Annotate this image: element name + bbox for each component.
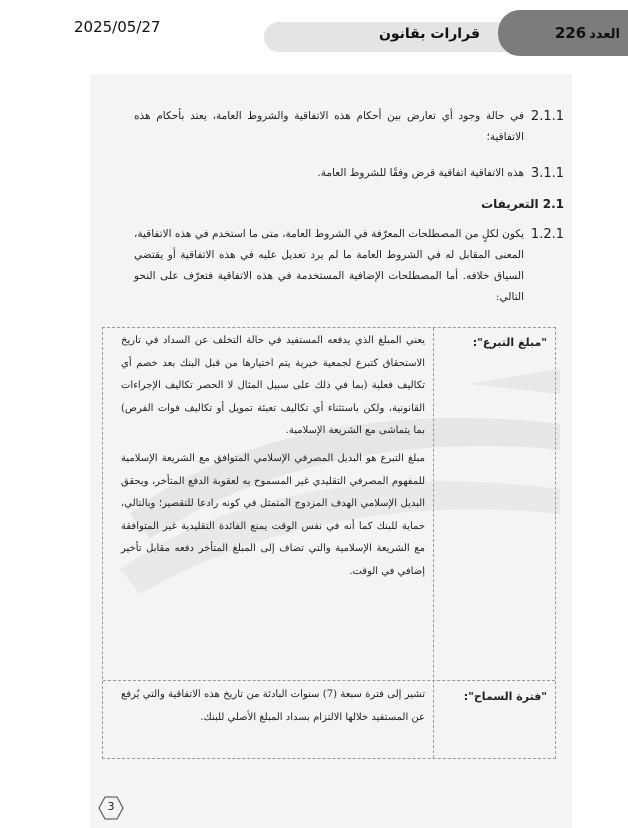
- definition-paragraph: يعني المبلغ الذي يدفعه المستفيد في حالة التخلف عن السداد في تاريخ الاستحقاق كتبرع لجمعية خيرية يتم اختيارها من قبل البنك بعد خصم أي تكاليف فعلية (بما في ذلك على سبيل المثال لا الحصر تكاليف الإجراءات القانونية، ولكن باستثناء أي تكاليف تعبئة تمويل أو تكاليف فوات الفرص) بما يتماشى مع الشريعة الإسلامية.: [121, 335, 425, 437]
- section-heading: 2.1 التعريفات: [481, 197, 564, 211]
- row-divider: [103, 680, 555, 681]
- header-issue: [555, 24, 620, 42]
- definition-donation-amount: [121, 330, 425, 584]
- header-date: 2025/05/27: [74, 18, 161, 36]
- clause-text: هذه الاتفاقية اتفاقية قرض وفقًا للشروط العامة.: [317, 167, 524, 179]
- definition-paragraph: تشير إلى فترة سبعة (7) سنوات البادئة من تاريخ هذه الاتفاقية والتي يُرفع عن المستفيد خلالها الالتزام بسداد المبلغ الأصلي للبنك.: [121, 689, 426, 723]
- header-issue-tab: [498, 10, 628, 56]
- clause-1-2-1: [134, 224, 564, 308]
- clause-2-1-1: [134, 106, 564, 148]
- clause-number: 1.2.1: [530, 227, 564, 242]
- issue-number: 226: [554, 24, 587, 42]
- term-donation-amount: "مبلغ التبرع":: [472, 336, 547, 349]
- issue-label: العدد: [589, 27, 620, 42]
- column-divider: [433, 328, 434, 758]
- page-header: [0, 0, 628, 60]
- clause-text: يكون لكلٍ من المصطلحات المعرّفة في الشروط العامة، متى ما استخدم في هذه الاتفاقية، المعنى المقابل له في الشروط العامة ما لم يرد تعديل عليه في هذه الاتفاقية أو يقتضي السياق خلافه. أما المصطلحات الإضافية المستخدمة في هذه الاتفاقية فتعرّف على النحو التالي:: [134, 228, 524, 303]
- header-title: قرارات بقانون: [378, 26, 480, 42]
- page-number-badge: [98, 796, 124, 820]
- definitions-table: [102, 327, 556, 759]
- definition-grace-period: [121, 684, 425, 729]
- clause-text: في حالة وجود أي تعارض بين أحكام هذه الاتفاقية والشروط العامة، يعتد بأحكام هذه الاتفاقية؛: [134, 110, 524, 143]
- term-grace-period: "فترة السماح":: [463, 690, 547, 703]
- clause-3-1-1: [134, 163, 564, 184]
- definition-paragraph: مبلغ التبرع هو البديل المصرفي الإسلامي المتوافق مع الشريعة الإسلامية للمفهوم المصرفي التقليدي غير المسموح به لعقوبة الدفع المتأخر، ويحقق البديل الإسلامي الهدف المزدوج المتمثل في كونه رادعا للتقصير؛ وبالتالي، حماية للبنك كما أنه في نفس الوقت يمنع الفائدة التقليدية غير المتوافقة مع الشريعة الإسلامية والتي تضاف إلى المبلغ المتأخر دفعه مقابل تأخير إضافي في الوقت.: [121, 452, 425, 577]
- page-number: 3: [107, 800, 115, 813]
- clause-number: 2.1.1: [530, 109, 564, 124]
- clause-number: 3.1.1: [530, 166, 564, 181]
- document-page: [90, 74, 572, 828]
